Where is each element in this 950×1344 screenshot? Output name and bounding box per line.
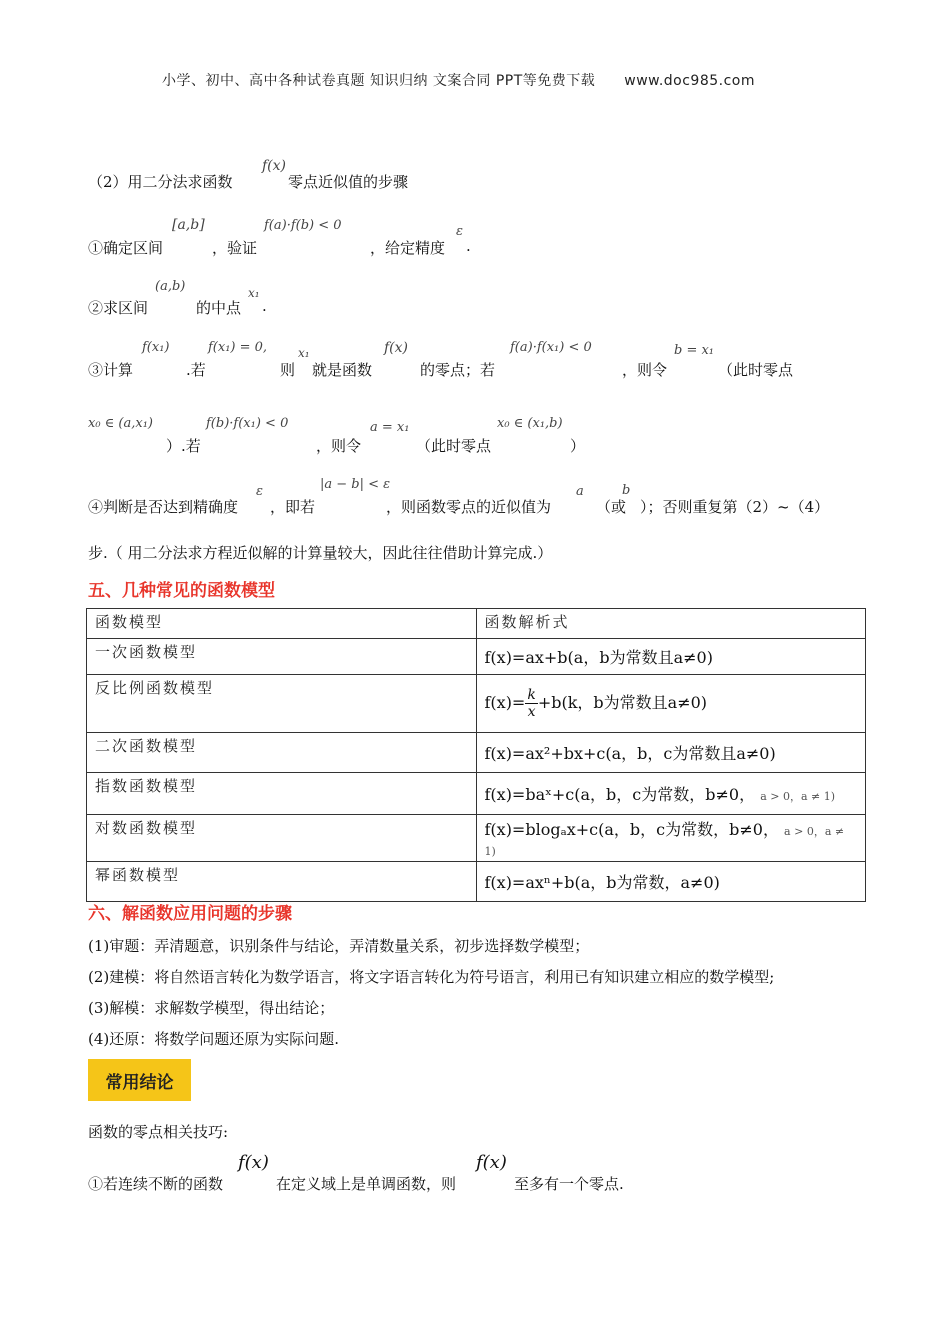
step3-t5: ，则令 xyxy=(622,361,668,379)
steps-title-pre: （2）用二分法求函数 xyxy=(88,173,233,191)
section6-item: (3)解模：求解数学模型，得出结论； xyxy=(88,999,335,1017)
step3-fx: f(x) xyxy=(384,340,409,356)
table-row xyxy=(87,733,866,773)
conclusion-badge: 常用结论 xyxy=(88,1059,191,1101)
section6-item: (4)还原：将数学问题还原为实际问题. xyxy=(88,1030,340,1048)
step3b-cond: f(b)·f(x₁) < 0 xyxy=(206,416,289,431)
model-expr-main: f(x)=blogₐx+c(a，b，c为常数，b≠0， xyxy=(484,820,779,839)
step1-mid: ，验证 xyxy=(212,239,258,257)
step3-pre: ③计算 xyxy=(88,361,134,379)
step3-cond: f(a)·f(x₁) < 0 xyxy=(510,340,592,355)
step2-pre: ②求区间 xyxy=(88,299,149,317)
model-name: 反比例函数模型 xyxy=(87,675,477,733)
table-header-expr: 函数解析式 xyxy=(476,609,866,639)
step2-interval: (a,b) xyxy=(155,279,186,294)
function-models-table xyxy=(86,608,866,902)
step1-post: ，给定精度 xyxy=(370,239,446,257)
steps-title-fx: f(x) xyxy=(262,158,287,174)
step3-fx1: f(x₁) xyxy=(142,340,170,355)
step3b-ax: a = x₁ xyxy=(370,420,410,435)
model-name: 对数函数模型 xyxy=(87,815,477,862)
step4-b: b xyxy=(622,483,631,498)
fraction-numerator: k xyxy=(527,687,536,703)
section6-item: (2)建模：将自然语言转化为数学语言，将文字语言转化为符号语言，利用已有知识建立相应的数学模型; xyxy=(88,968,775,986)
model-expr-tail: a > 0，a ≠ 1) xyxy=(484,825,845,858)
model-expr: f(x)=ax²+bx+c(a，b，c为常数且a≠0) xyxy=(476,733,866,773)
table-row xyxy=(87,639,866,675)
step4-t3: （或 xyxy=(596,498,627,516)
section6-title: 六、解函数应用问题的步骤 xyxy=(88,904,292,924)
model-expr: f(x)=axⁿ+b(a，b为常数，a≠0) xyxy=(476,862,866,902)
step3-t4: 的零点；若 xyxy=(420,361,496,379)
section5-title: 五、几种常见的函数模型 xyxy=(88,581,275,601)
step3-t3: 就是函数 xyxy=(312,361,373,379)
step4-t2: ，则函数零点的近似值为 xyxy=(386,498,552,516)
model-name: 指数函数模型 xyxy=(87,773,477,815)
step4-t4: ）；否则重复第（2）~（4） xyxy=(640,498,830,516)
step4-pre: ④判断是否达到精确度 xyxy=(88,498,239,516)
step4-cond: |a − b| < ε xyxy=(320,477,391,492)
step3b-t1: ）.若 xyxy=(166,437,201,455)
model-expr-post: +b(k，b为常数且a≠0) xyxy=(537,693,708,712)
model-name: 二次函数模型 xyxy=(87,733,477,773)
step3b-t3: （此时零点 xyxy=(416,437,492,455)
table-header-model: 函数模型 xyxy=(87,609,477,639)
conclusion1-fx: f(x) xyxy=(238,1152,269,1173)
fraction xyxy=(525,687,537,720)
model-expr-main: f(x)=baˣ+c(a，b，c为常数，b≠0， xyxy=(484,785,756,804)
model-name: 幂函数模型 xyxy=(87,862,477,902)
step1-eps: ε xyxy=(456,224,463,239)
step3-x1: x₁ xyxy=(298,346,310,360)
step4-eps: ε xyxy=(256,484,263,499)
step3-t2: 则 xyxy=(280,361,296,379)
conclusion1-mid: 在定义域上是单调函数，则 xyxy=(276,1175,457,1193)
header-site: www.doc985.com xyxy=(624,73,755,89)
step1-end: . xyxy=(466,237,471,255)
table-row xyxy=(87,815,866,862)
step4-t1: ，即若 xyxy=(270,498,316,516)
steps-title-post: 零点近似值的步骤 xyxy=(288,173,409,191)
step4-a: a xyxy=(576,484,584,499)
conclusion1-post: 至多有一个零点. xyxy=(514,1175,624,1193)
step3-t6: （此时零点 xyxy=(718,361,794,379)
table-row xyxy=(87,773,866,815)
step3b-t4: ） xyxy=(570,437,586,455)
step3b-x0: x₀ ∈ (a,x₁) xyxy=(88,416,153,431)
header-text: 小学、初中、高中各种试卷真题 知识归纳 文案合同 PPT等免费下载 xyxy=(162,73,596,89)
step2-mid: 的中点 xyxy=(196,299,242,317)
model-expr-pre: f(x)= xyxy=(484,693,526,712)
conclusion1-pre: ①若连续不断的函数 xyxy=(88,1175,224,1193)
step1-pre: ①确定区间 xyxy=(88,239,164,257)
page-header xyxy=(162,70,755,90)
table-header-row xyxy=(87,609,866,639)
step1-interval: [a,b] xyxy=(172,217,205,233)
model-expr xyxy=(476,773,866,815)
model-expr-tail: a > 0，a ≠ 1) xyxy=(760,790,836,803)
section6-item: (1)审题：弄清题意，识别条件与结论，弄清数量关系，初步选择数学模型； xyxy=(88,937,590,955)
model-expr xyxy=(476,815,866,862)
fraction-denominator: x xyxy=(527,704,536,720)
step3-t1: .若 xyxy=(186,361,206,379)
step3-bx: b = x₁ xyxy=(674,343,715,358)
step3b-t2: ，则令 xyxy=(316,437,362,455)
step3b-x0b: x₀ ∈ (x₁,b) xyxy=(497,416,563,431)
model-expr xyxy=(476,675,866,733)
model-expr: f(x)=ax+b(a，b为常数且a≠0) xyxy=(476,639,866,675)
conclusion-intro: 函数的零点相关技巧: xyxy=(88,1123,229,1141)
step3-fx10: f(x₁) = 0, xyxy=(208,340,268,355)
step4-continued: 步.（ 用二分法求方程近似解的计算量较大，因此往往借助计算完成.） xyxy=(88,544,553,562)
step1-cond: f(a)·f(b) < 0 xyxy=(264,218,342,233)
step2-end: . xyxy=(262,297,267,315)
table-row xyxy=(87,675,866,733)
model-name: 一次函数模型 xyxy=(87,639,477,675)
table-row xyxy=(87,862,866,902)
step2-x1: x₁ xyxy=(248,286,260,300)
conclusion1-fx2: f(x) xyxy=(476,1152,507,1173)
